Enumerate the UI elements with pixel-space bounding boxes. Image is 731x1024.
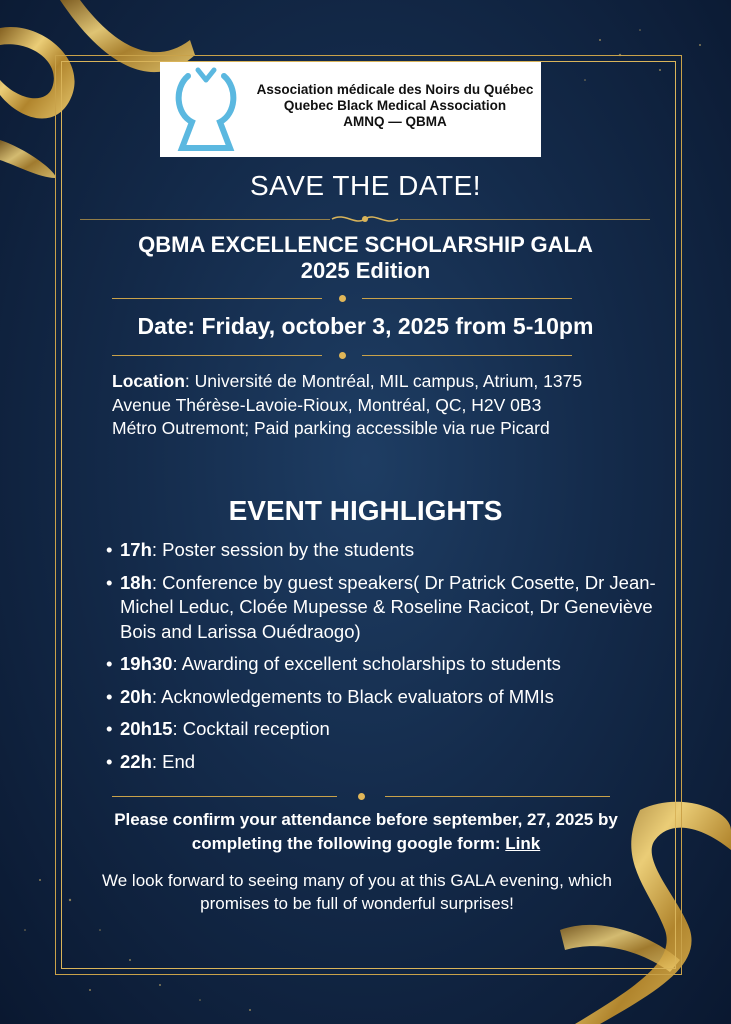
divider-dot: [339, 352, 346, 359]
divider-right: [362, 298, 572, 299]
event-time: 20h: [120, 685, 152, 707]
gala-title: [0, 232, 731, 284]
list-item: [106, 750, 676, 775]
logo-text: [250, 82, 540, 130]
event-desc: : End: [151, 750, 196, 772]
divider-right: [362, 355, 572, 356]
google-form-link[interactable]: Link: [505, 834, 541, 853]
event-desc: : Cocktail reception: [172, 718, 330, 739]
event-time: 22h: [120, 750, 152, 772]
location-block: [112, 370, 612, 441]
event-list: [106, 538, 676, 782]
list-item: [106, 685, 676, 710]
logo-line-1: Association médicale des Noirs du Québec: [256, 82, 534, 97]
event-time: 19h30: [120, 653, 173, 674]
list-item: [106, 571, 676, 645]
list-item: [106, 652, 676, 677]
divider-left: [112, 796, 337, 797]
location-transit: Métro Outremont; Paid parking accessible via rue Picard: [112, 418, 550, 438]
list-item: [106, 717, 676, 742]
divider-left: [112, 355, 322, 356]
gala-title-line-1: QBMA EXCELLENCE SCHOLARSHIP GALA: [138, 232, 593, 257]
logo-banner: [160, 62, 541, 157]
event-date: Date: Friday, october 3, 2025 from 5-10pm: [137, 313, 594, 339]
location-label: Location: [112, 371, 185, 391]
event-time: 18h: [120, 571, 152, 593]
list-item: [106, 538, 676, 563]
event-desc: : Poster session by the students: [151, 539, 415, 560]
ornament-icon: [330, 212, 400, 226]
logo-line-2: Quebec Black Medical Association: [283, 98, 507, 113]
keyhole-logo-icon: [170, 66, 250, 154]
rsvp-text: [92, 808, 640, 856]
event-desc: : Acknowledgements to Black evaluators of MMIs: [151, 685, 554, 707]
divider-ornate-left: [80, 219, 330, 220]
event-time: 17h: [120, 539, 152, 560]
save-the-date-heading: SAVE THE DATE!: [249, 170, 482, 201]
divider-dot: [358, 793, 365, 800]
divider-right: [385, 796, 610, 797]
logo-line-3: AMNQ — QBMA: [343, 114, 447, 129]
divider-dot: [339, 295, 346, 302]
divider-ornate-right: [400, 219, 650, 220]
divider-left: [112, 298, 322, 299]
location-text: : Université de Montréal, MIL campus, Atrium, 1375 Avenue Thérèse-Lavoie-Rioux, Montréal, QC, H2V 0B3: [112, 371, 583, 415]
gala-title-line-2: 2025 Edition: [300, 258, 431, 283]
event-desc: : Conference by guest speakers( Dr Patrick Cosette, Dr Jean-Michel Leduc, Cloée Mupesse & Roseline Racicot, Dr Geneviève Bois and Larissa Ouédraogo): [120, 571, 656, 642]
event-desc: : Awarding of excellent scholarships to students: [172, 653, 561, 674]
location-address: [112, 370, 612, 417]
rsvp-message: Please confirm your attendance before september, 27, 2025 by completing the following google form:: [114, 810, 618, 853]
event-time: 20h15: [120, 718, 173, 739]
closing-message: We look forward to seeing many of you at this GALA evening, which promises to be full of wonderful surprises!: [102, 871, 612, 913]
event-highlights-heading: EVENT HIGHLIGHTS: [228, 495, 503, 526]
